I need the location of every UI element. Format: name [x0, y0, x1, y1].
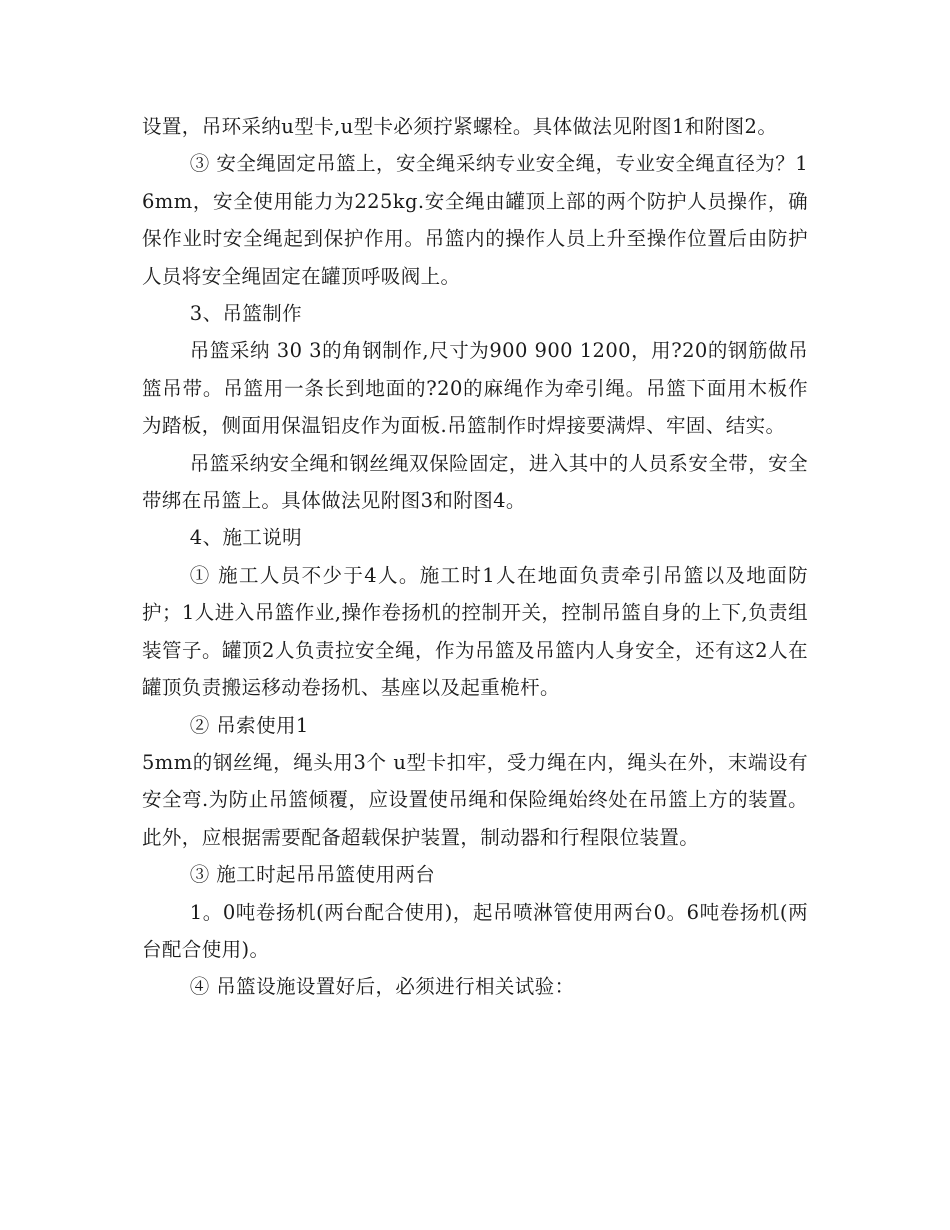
paragraph-hoist-title: ③ 施工时起吊吊篮使用两台	[189, 863, 436, 887]
paragraph-sling-title: ② 吊索使用1	[189, 713, 309, 737]
heading-basket-fabrication: 3、吊篮制作	[189, 302, 303, 326]
heading-construction-notes: 4、施工说明	[189, 526, 303, 550]
paragraph-workers: ① 施工人员不少于4人。施工时1人在地面负责牵引吊篮以及地面防护；1人进入吊篮作业,操作卷扬机的控制开关，控制吊篮自身的上下,负责组装管子。罐顶2人负责拉安全绳，作为吊篮及吊篮内人身安全，还有这2人在罐顶负责搬运移动卷扬机、基座以及起重桅杆。	[142, 563, 808, 700]
paragraph-double-insurance: 吊篮采纳安全绳和钢丝绳双保险固定，进入其中的人员系安全带，安全带绑在吊篮上。具体做法见附图3和附图4。	[142, 451, 808, 513]
paragraph-winches: 1。0吨卷扬机(两台配合使用)，起吊喷淋管使用两台0。6吨卷扬机(两台配合使用)。	[142, 900, 808, 961]
paragraph-safety-rope: ③ 安全绳固定吊篮上，安全绳采纳专业安全绳，专业安全绳直径为？16mm，安全使用能力为225kg.安全绳由罐顶上部的两个防护人员操作，确保作业时安全绳起到保护作用。吊篮内的操作人员上升至操作位置后由防护人员将安全绳固定在罐顶呼吸阀上。	[142, 152, 808, 288]
document-body	[142, 108, 808, 1006]
paragraph-lifting-ring: 设置，吊环采纳u型卡,u型卡必须拧紧螺栓。具体做法见附图1和附图2。	[142, 115, 778, 138]
paragraph-wire-rope: 5mm的钢丝绳，绳头用3个 u型卡扣牢，受力绳在内，绳头在外，末端设有安全弯.为防止吊篮倾覆，应设置使吊绳和保险绳始终处在吊篮上方的装置。此外，应根据需要配备超载保护装置，制动器和行程限位装置。	[142, 750, 808, 849]
paragraph-basket-material: 吊篮采纳 30 3的角钢制作,尺寸为900 900 1200，用?20的钢筋做吊篮吊带。吊篮用一条长到地面的?20的麻绳作为牵引绳。吊篮下面用木板作为踏板，侧面用保温铝皮作为面板.吊篮制作时焊接要满焊、牢固、结实。	[142, 339, 808, 438]
paragraph-tests: ④ 吊篮设施设置好后，必须进行相关试验：	[189, 975, 575, 999]
